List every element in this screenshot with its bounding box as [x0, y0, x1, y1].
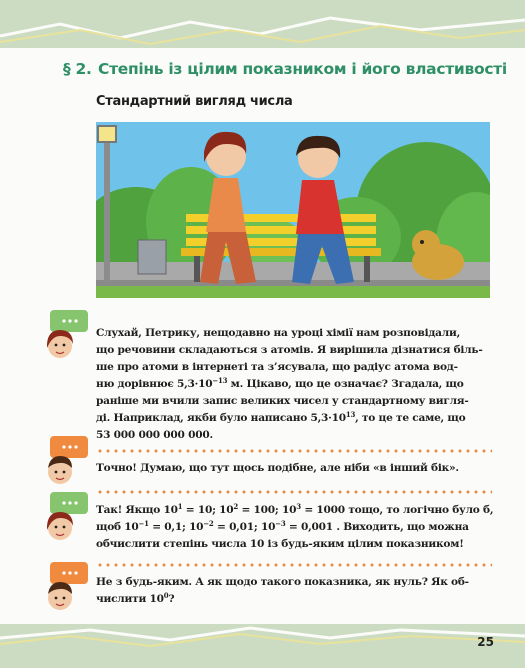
park-bench-illustration: [96, 122, 490, 298]
dialogue-line: Точно! Думаю, що тут щось подібне, але ніби «в інший бік».: [96, 462, 459, 474]
dialogue-line: Не з будь-яким. А як щодо такого показника, як нуль? Як об-: [96, 576, 469, 588]
dialogue-line: ді. Наприклад, якби було написано $5,3\cdot 10^{13}$, то це те саме, що: [96, 410, 466, 424]
section-title-text: Степінь із цілим показником і його властивості: [98, 60, 507, 78]
dialogue-line: ше про атоми в інтернеті та з’ясувала, що радіус атома вод-: [96, 361, 458, 373]
dialogue-block-2: [96, 460, 498, 477]
dotted-divider: [96, 490, 492, 494]
section-number: § 2.: [63, 60, 92, 78]
page-number: 25: [477, 635, 494, 649]
bottom-decorative-band: [0, 624, 525, 668]
dialogue-line: 53 000 000 000 000.: [96, 429, 213, 441]
dialogue-block-1: [96, 325, 498, 444]
dialogue-line: числити $10^0$?: [96, 591, 175, 605]
dialogue-block-3: [96, 502, 498, 553]
dialogue-line: Так! Якщо $10^1 = 10$; $10^2 = 100$; $10^3 = 1000$ тощо, то логічно було б,: [96, 502, 494, 516]
section-title: [63, 60, 507, 78]
dialogue-line: Слухай, Петрику, нещодавно на уроці хімії нам розповідали,: [96, 327, 461, 339]
boy-avatar-icon: [40, 560, 88, 614]
dialogue-line: обчислити степінь числа 10 із будь-яким цілим показником!: [96, 538, 464, 550]
girl-avatar-icon: [40, 490, 88, 544]
dialogue-block-4: [96, 574, 498, 608]
dialogue-line: щоб $10^{-1} = 0,1$; $10^{-2} = 0,01$; $10^{-3} = 0,001$ . Виходить, що можна: [96, 519, 469, 533]
section-subtitle: Стандартний вигляд числа: [96, 94, 293, 109]
dialogue-line: що речовини складаються з атомів. Я вирішила дізнатися біль-: [96, 344, 483, 356]
girl-avatar-icon: [40, 308, 88, 362]
dialogue-line: ню дорівнює $5,3\cdot 10^{-13}$ м. Цікаво, що це означає? Згадала, що: [96, 376, 464, 390]
dialogue-line: раніше ми вчили запис великих чисел у стандартному вигля-: [96, 395, 469, 407]
top-decorative-band: [0, 0, 525, 48]
boy-avatar-icon: [40, 434, 88, 488]
dotted-divider: [96, 449, 492, 453]
dotted-divider: [96, 563, 492, 567]
